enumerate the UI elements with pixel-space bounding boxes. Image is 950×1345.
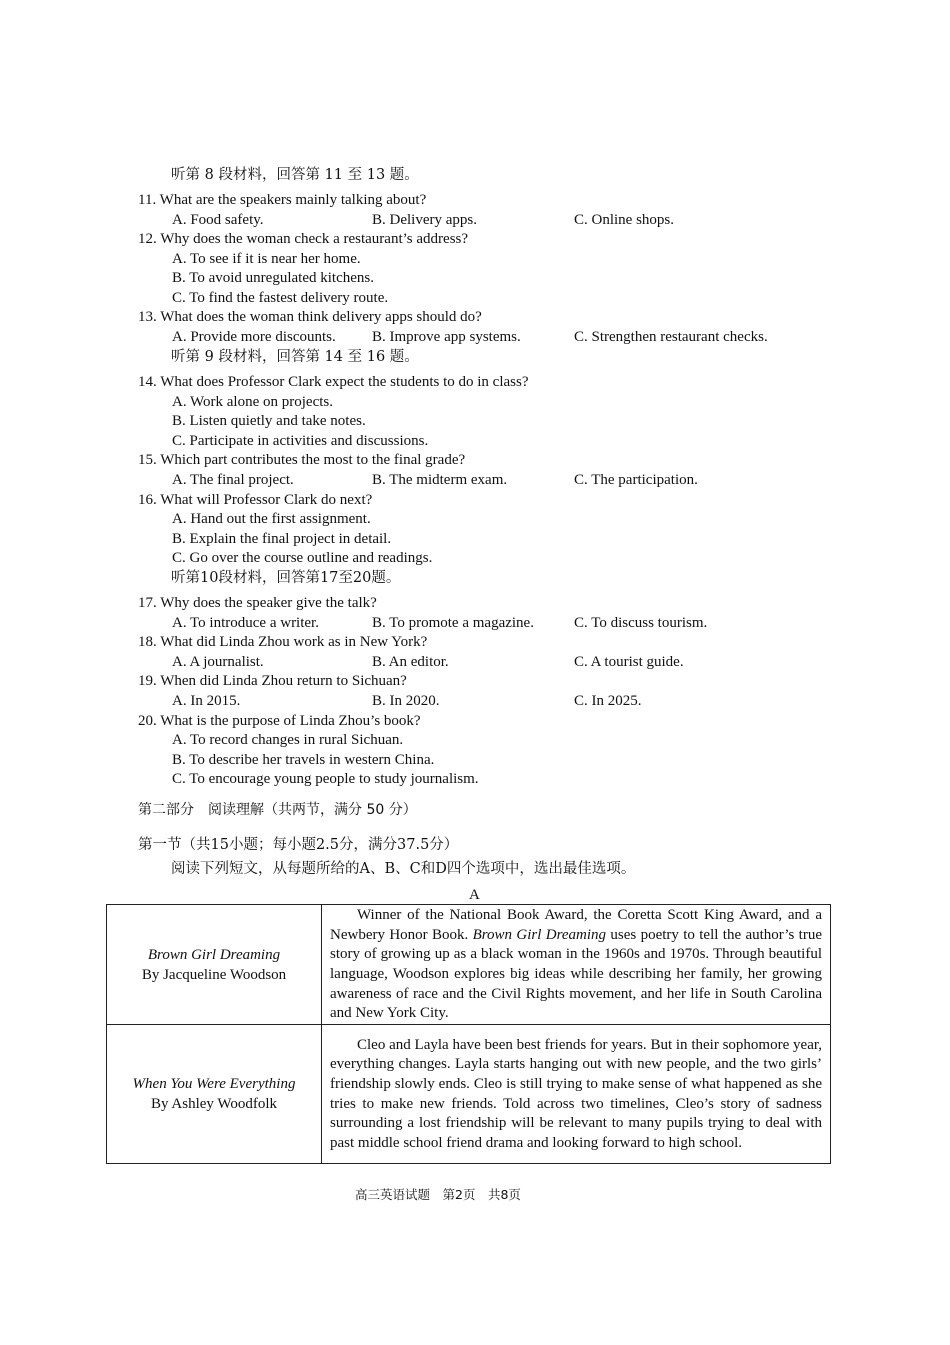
question-16-stem: 16. What will Professor Clark do next? <box>138 492 373 508</box>
book-title: When You Were Everything <box>132 1076 296 1092</box>
section-9-instruction: 听第 9 段材料，回答第 14 至 16 题。 <box>171 349 419 365</box>
question-14-stem: 14. What does Professor Clark expect the students to do in class? <box>138 374 529 390</box>
question-17-stem: 17. Why does the speaker give the talk? <box>138 595 377 611</box>
question-13-option-c: C. Strengthen restaurant checks. <box>574 329 768 345</box>
question-19-option-b: B. In 2020. <box>372 693 440 709</box>
question-16-option-a: A. Hand out the first assignment. <box>172 511 371 527</box>
question-12-option-c: C. To find the fastest delivery route. <box>172 290 389 306</box>
question-15-stem: 15. Which part contributes the most to the final grade? <box>138 452 466 468</box>
question-14-option-b: B. Listen quietly and take notes. <box>172 413 366 429</box>
passage-label: A <box>469 887 480 903</box>
book-table <box>106 904 831 1164</box>
question-16-option-c: C. Go over the course outline and readings. <box>172 550 433 566</box>
question-13-option-a: A. Provide more discounts. <box>172 329 336 345</box>
question-17-option-c: C. To discuss tourism. <box>574 615 708 631</box>
question-17-option-a: A. To introduce a writer. <box>172 615 319 631</box>
section-8-instruction: 听第 8 段材料，回答第 11 至 13 题。 <box>171 167 419 183</box>
book-description <box>322 905 831 1025</box>
question-15-option-b: B. The midterm exam. <box>372 472 508 488</box>
book-title-cell <box>107 1025 322 1164</box>
question-15-option-a: A. The final project. <box>172 472 294 488</box>
question-12-option-a: A. To see if it is near her home. <box>172 251 361 267</box>
question-11-option-a: A. Food safety. <box>172 212 264 228</box>
reading-instruction: 阅读下列短文，从每题所给的A、B、C和D四个选项中，选出最佳选项。 <box>171 861 636 877</box>
page-footer: 高三英语试题 第2页 共8页 <box>355 1187 521 1202</box>
question-18-option-c: C. A tourist guide. <box>574 654 684 670</box>
question-20-option-c: C. To encourage young people to study journalism. <box>172 771 479 787</box>
question-14-option-c: C. Participate in activities and discussions. <box>172 433 429 449</box>
question-15-option-c: C. The participation. <box>574 472 698 488</box>
question-13-stem: 13. What does the woman think delivery apps should do? <box>138 309 482 325</box>
question-20-stem: 20. What is the purpose of Linda Zhou’s book? <box>138 713 421 729</box>
section-10-instruction: 听第10段材料，回答第17至20题。 <box>171 570 401 586</box>
book-description: Cleo and Layla have been best friends for years. But in their sophomore year, everything changes. Layla starts hanging out with new people, and the two girls’ friendship slowly ends. Cleo is still trying to make sense of what happened as she tries to make new friends. Told across two timelines, Cleo’s story of sadness surrounding a lost friendship will be relevant to many pupils trying to deal with past middle school friend drama and looking forward to high school. <box>322 1025 831 1164</box>
question-11-stem: 11. What are the speakers mainly talking about? <box>138 192 427 208</box>
description-book-title: Brown Girl Dreaming <box>472 926 607 943</box>
question-12-stem: 12. Why does the woman check a restaurant’s address? <box>138 231 469 247</box>
book-title-cell <box>107 905 322 1025</box>
question-14-option-a: A. Work alone on projects. <box>172 394 333 410</box>
question-18-stem: 18. What did Linda Zhou work as in New York? <box>138 634 428 650</box>
table-row <box>107 905 831 1025</box>
question-16-option-b: B. Explain the final project in detail. <box>172 531 392 547</box>
question-19-option-a: A. In 2015. <box>172 693 241 709</box>
question-12-option-b: B. To avoid unregulated kitchens. <box>172 270 374 286</box>
part-2-heading: 第二部分 阅读理解（共两节，满分 50 分） <box>138 802 417 818</box>
book-author: By Ashley Woodfolk <box>150 1096 278 1112</box>
question-11-option-b: B. Delivery apps. <box>372 212 477 228</box>
book-title: Brown Girl Dreaming <box>147 946 281 963</box>
question-13-option-b: B. Improve app systems. <box>372 329 521 345</box>
description-text: uses poetry to tell the author’s true story of growing up as a black woman in the 1960s and 1970s. Through beautiful language, Woodson explores big ideas while describing her family, her growing awareness of race and the Civil Rights movement, and her life in South Carolina and New York City. <box>330 926 822 1022</box>
section-1-heading: 第一节（共15小题；每小题2.5分，满分37.5分） <box>138 837 459 853</box>
question-19-option-c: C. In 2025. <box>574 693 642 709</box>
question-18-option-b: B. An editor. <box>372 654 449 670</box>
question-17-option-b: B. To promote a magazine. <box>372 615 534 631</box>
question-11-option-c: C. Online shops. <box>574 212 675 228</box>
question-20-option-a: A. To record changes in rural Sichuan. <box>172 732 404 748</box>
description-text: Winner of the National Book Award, the Coretta Scott King Award, and a Newbery Honor Book. <box>330 907 822 943</box>
table-row <box>107 1025 831 1164</box>
question-20-option-b: B. To describe her travels in western China. <box>172 752 435 768</box>
question-19-stem: 19. When did Linda Zhou return to Sichuan? <box>138 673 407 689</box>
question-18-option-a: A. A journalist. <box>172 654 264 670</box>
book-author: By Jacqueline Woodson <box>141 966 287 983</box>
